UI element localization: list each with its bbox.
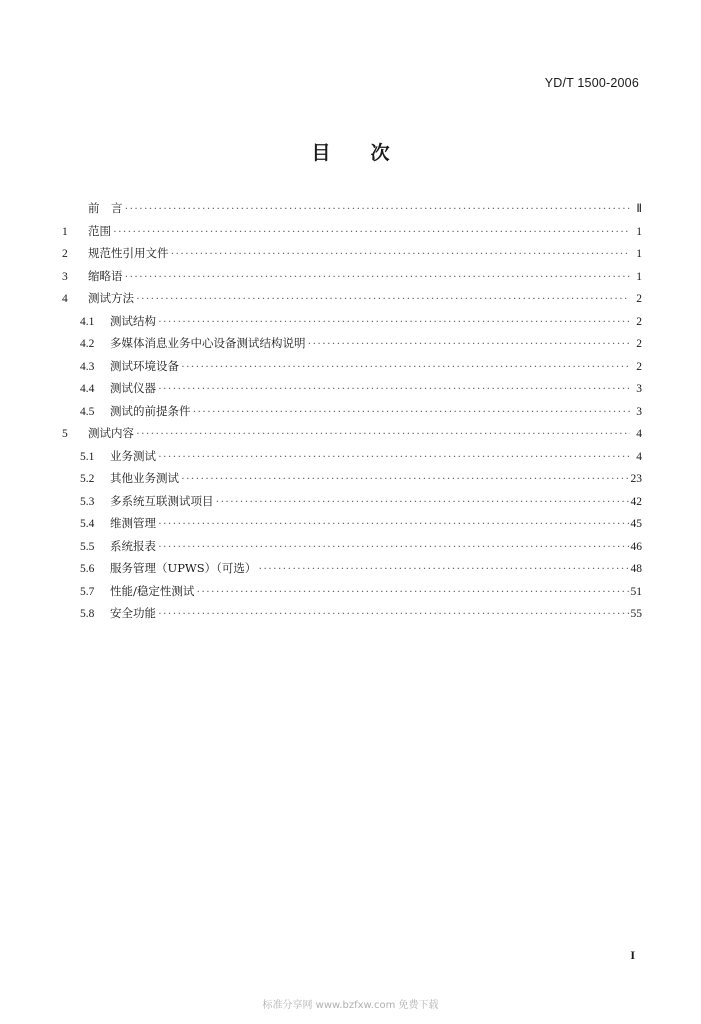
toc-leader-dots <box>125 271 631 283</box>
toc-entry[interactable] <box>62 245 642 268</box>
toc-entry-label: 测试环境设备 <box>110 358 179 373</box>
toc-entry[interactable] <box>62 223 642 246</box>
toc-entry-label: 多系统互联测试项目 <box>110 493 214 508</box>
toc-entry-number: 4.5 <box>80 405 95 418</box>
toc-entry-page: 45 <box>630 518 642 530</box>
toc-title <box>0 138 701 165</box>
toc-leader-dots <box>158 451 630 463</box>
toc-entry[interactable] <box>62 200 642 223</box>
toc-entry-label: 服务管理（UPWS）（可选） <box>110 561 257 575</box>
toc-leader-dots <box>216 496 629 508</box>
toc-leader-dots <box>136 293 630 305</box>
toc-entry-label: 测试内容 <box>88 426 134 440</box>
toc-entry-number: 2 <box>62 248 68 260</box>
toc-entry-page: 46 <box>630 540 642 553</box>
toc-entry-page: 3 <box>636 383 642 395</box>
toc-entry-page: 42 <box>630 495 642 508</box>
toc-entry-page: 2 <box>636 360 642 373</box>
toc-entry[interactable] <box>62 268 642 291</box>
toc-entry[interactable] <box>62 560 642 583</box>
toc-entry-number: 4.2 <box>80 338 95 350</box>
toc-entry-page: 2 <box>636 315 642 328</box>
toc-entry-label: 多媒体消息业务中心设备测试结构说明 <box>110 336 306 350</box>
toc-entry-page: 4 <box>636 450 642 463</box>
toc-entry[interactable] <box>62 335 642 358</box>
toc-entry-page: 2 <box>636 293 642 305</box>
toc-entry-label: 安全功能 <box>110 606 156 620</box>
toc-entry-label: 测试方法 <box>88 291 134 305</box>
toc-entry-page: 4 <box>636 428 642 440</box>
toc-entry-number: 3 <box>62 270 68 283</box>
toc-leader-dots <box>113 226 630 238</box>
toc-entry-page: 2 <box>636 338 642 350</box>
toc-leader-dots <box>308 338 631 350</box>
toc-entry-label: 业务测试 <box>110 448 156 463</box>
toc-entry-number: 5.8 <box>80 608 95 620</box>
toc-entry-label: 性能/稳定性测试 <box>110 583 195 598</box>
toc-leader-dots <box>125 203 631 215</box>
toc-leader-dots <box>136 428 630 440</box>
toc-entry-page: 3 <box>636 405 642 418</box>
standard-code: YD/T 1500-2006 <box>544 76 639 90</box>
toc-entry-number: 1 <box>62 225 68 238</box>
toc-entry-label: 缩略语 <box>88 268 123 283</box>
watermark: 标准分享网 www.bzfxw.com 免费下载 <box>262 1000 439 1011</box>
toc-entry[interactable] <box>62 425 642 448</box>
toc-entry[interactable] <box>62 470 642 493</box>
toc-entry-label: 维测管理 <box>110 516 156 530</box>
toc-entry-number: 5.4 <box>80 518 95 530</box>
toc-entry-number: 5.7 <box>80 585 95 598</box>
toc-entry[interactable] <box>62 403 642 426</box>
toc-entry-page: 48 <box>630 563 642 575</box>
toc-entry-number: 5.3 <box>80 495 95 508</box>
toc-entry-page: 23 <box>630 473 642 485</box>
toc-leader-dots <box>158 316 630 328</box>
toc-entry-number: 4 <box>62 293 68 305</box>
toc-entry-page: 1 <box>636 270 642 283</box>
toc-entry[interactable] <box>62 380 642 403</box>
toc-entry-page: Ⅱ <box>636 203 642 215</box>
toc-entry-label: 其他业务测试 <box>110 471 179 485</box>
toc-leader-dots <box>158 608 629 620</box>
toc-leader-dots <box>158 541 629 553</box>
toc-entry[interactable] <box>62 538 642 561</box>
toc-entry[interactable] <box>62 515 642 538</box>
toc-leader-dots <box>181 361 630 373</box>
toc-entry-number: 5 <box>62 428 68 440</box>
toc-leader-dots <box>181 473 629 485</box>
toc-entry-label: 规范性引用文件 <box>88 246 169 260</box>
toc-entry[interactable] <box>62 583 642 606</box>
toc-entry-page: 51 <box>630 585 642 598</box>
toc-entry[interactable] <box>62 448 642 471</box>
toc-leader-dots <box>258 563 628 575</box>
toc-entry[interactable] <box>62 493 642 516</box>
toc-entry[interactable] <box>62 313 642 336</box>
toc-entry[interactable] <box>62 290 642 313</box>
toc-leader-dots <box>158 383 630 395</box>
toc-entry-number: 4.1 <box>80 315 95 328</box>
toc-leader-dots <box>158 518 629 530</box>
toc-entry-page: 1 <box>636 248 642 260</box>
toc-title-char-1: 目 <box>311 142 331 164</box>
toc-entry[interactable] <box>62 605 642 628</box>
page-number: I <box>630 948 635 962</box>
toc-entry-page: 1 <box>636 225 642 238</box>
toc-leader-dots <box>171 248 631 260</box>
toc-entry-label: 范围 <box>88 223 111 238</box>
toc-title-char-2: 次 <box>370 142 390 164</box>
toc-entry-page: 55 <box>630 608 642 620</box>
toc-entry-label: 系统报表 <box>110 538 156 553</box>
toc-entry-label: 测试的前提条件 <box>110 403 191 418</box>
toc-entry-label: 测试结构 <box>110 313 156 328</box>
toc-entry-number: 5.6 <box>80 563 95 575</box>
toc-leader-dots <box>196 586 628 598</box>
toc-entry[interactable] <box>62 358 642 381</box>
toc-entry-number: 5.2 <box>80 473 95 485</box>
toc-entry-number: 4.3 <box>80 360 95 373</box>
toc-entry-label: 前 言 <box>88 201 123 215</box>
table-of-contents <box>62 200 642 628</box>
toc-entry-number: 5.1 <box>80 450 95 463</box>
toc-entry-number: 5.5 <box>80 540 95 553</box>
toc-leader-dots <box>193 406 631 418</box>
toc-entry-number: 4.4 <box>80 383 95 395</box>
toc-entry-label: 测试仪器 <box>110 381 156 395</box>
